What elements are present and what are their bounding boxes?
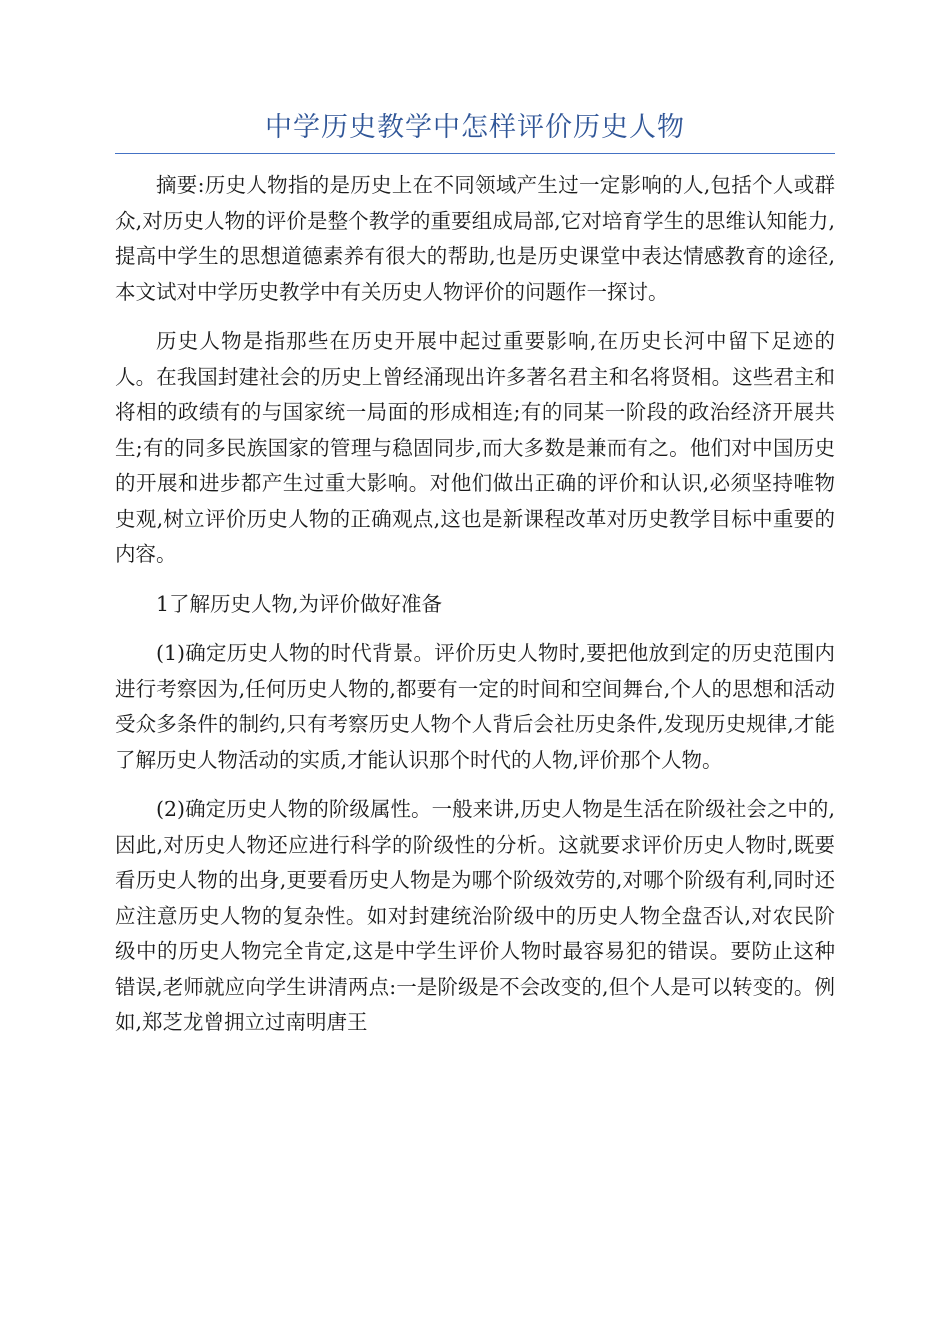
section-heading: 1了解历史人物,为评价做好准备 xyxy=(156,591,443,616)
body-paragraph: (2)确定历史人物的阶级属性。一般来讲,历史人物是生活在阶级社会之中的,因此,对历史人物还应进行科学的阶级性的分析。这就要求评价历史人物时,既要看历史人物的出身,更要看历史人物是为哪个阶级效劳的,对哪个阶级有利,同时还应注意历史人物的复杂性。如对封建统治阶级中的历史人物全盘否认,对农民阶级中的历史人物完全肯定,这是中学生评价人物时最容易犯的错误。要防止这种错误,老师就应向学生讲清两点:一是阶级是不会改变的,但个人是可以转变的。例如,郑芝龙曾拥立过南明唐王 xyxy=(115,797,835,1034)
document-title: 中学历史教学中怎样评价历史人物 xyxy=(265,112,685,143)
title-underline xyxy=(115,153,835,154)
abstract-paragraph: 摘要:历史人物指的是历史上在不同领域产生过一定影响的人,包括个人或群众,对历史人物的评价是整个教学的重要组成局部,它对培育学生的思维认知能力,提高中学生的思想道德素养有很大的帮助,也是历史课堂中表达情感教育的途径,本文试对中学历史教学中有关历史人物评价的问题作一探讨。 xyxy=(115,173,835,304)
body-paragraph: (1)确定历史人物的时代背景。评价历史人物时,要把他放到定的历史范围内进行考察因为,任何历史人物的,都要有一定的时间和空间舞台,个人的思想和活动受众多条件的制约,只有考察历史人物个人背后会社历史条件,发现历史规律,才能了解历史人物活动的实质,才能认识那个时代的人物,评价那个人物。 xyxy=(115,641,835,772)
document-body xyxy=(115,168,835,1055)
body-paragraph: 历史人物是指那些在历史开展中起过重要影响,在历史长河中留下足迹的人。在我国封建社会的历史上曾经涌现出许多著名君主和名将贤相。这些君主和将相的政绩有的与国家统一局面的形成相连;有的同某一阶段的政治经济开展共生;有的同多民族国家的管理与稳固同步,而大多数是兼而有之。他们对中国历史的开展和进步都产生过重大影响。对他们做出正确的评价和认识,必须坚持唯物史观,树立评价历史人物的正确观点,这也是新课程改革对历史教学目标中重要的内容。 xyxy=(115,329,835,566)
